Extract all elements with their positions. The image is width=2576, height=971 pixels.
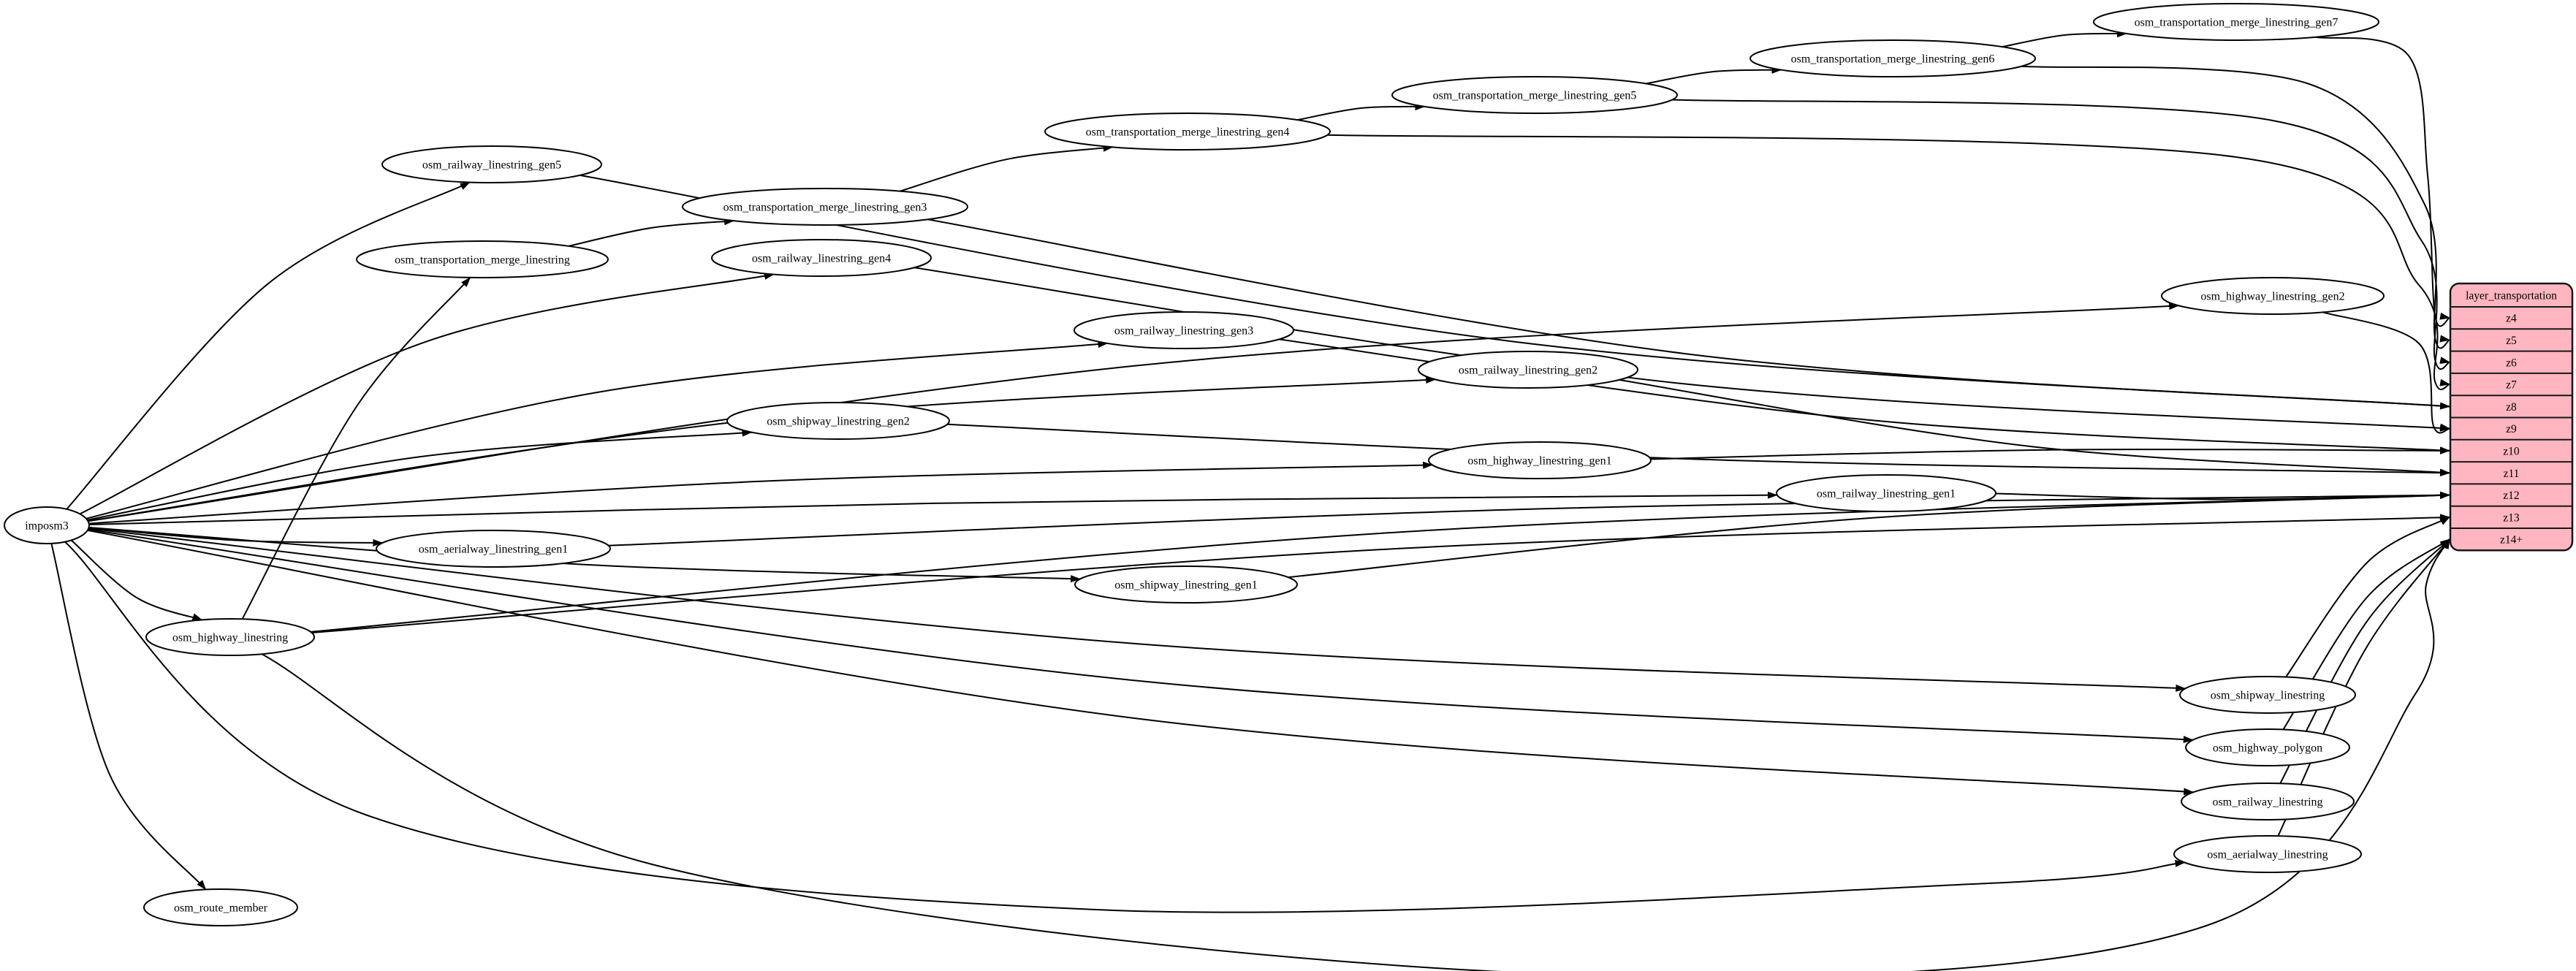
edge-osm_transportation_merge_linestring_gen5-to-z6 [1672,100,2450,370]
edge-osm_transportation_merge_linestring_gen4-to-osm_transportation_merge_linestring_gen5 [1298,107,1425,120]
node-osm_railway_linestring_gen1-label: osm_railway_linestring_gen1 [1816,487,1956,500]
node-osm_highway_polygon [2186,729,2349,766]
node-osm_aerialway_linestring [2174,836,2361,872]
node-osm_transportation_merge_linestring_gen7-label: osm_transportation_merge_linestring_gen7 [2134,16,2338,29]
edge-osm_transportation_merge_linestring_gen5-to-osm_transportation_merge_linestring_gen6 [1646,70,1782,84]
node-osm_railway_linestring_gen1 [1777,475,1996,511]
table-row-z14+: z14+ [2499,533,2523,547]
node-osm_highway_polygon-label: osm_highway_polygon [2212,742,2323,755]
table-row-z4: z4 [2506,312,2517,325]
edge-osm_highway_linestring-to-z13 [312,517,2450,633]
node-imposm3 [4,507,89,544]
node-osm_railway_linestring_gen4-label: osm_railway_linestring_gen4 [751,252,892,265]
edge-imposm3-to-osm_railway_linestring_gen3 [86,343,1108,519]
edge-osm_highway_linestring-to-z12 [311,495,2450,632]
edge-imposm3-to-osm_railway_linestring_gen4 [80,275,774,514]
edge-imposm3-to-osm_highway_linestring_gen1 [89,465,1432,523]
node-osm_transportation_merge_linestring_gen6 [1750,40,2035,77]
node-osm_railway_linestring-label: osm_railway_linestring [2212,796,2323,809]
table-row-z7: z7 [2506,378,2517,392]
node-osm_highway_linestring_gen2 [2162,278,2384,314]
table-row-z12: z12 [2503,490,2520,503]
edge-imposm3-to-osm_highway_linestring [72,540,202,620]
table-row-z13: z13 [2503,511,2520,525]
edge-imposm3-to-osm_railway_linestring_gen5 [67,183,470,509]
edge-osm_transportation_merge_linestring-to-osm_transportation_merge_linestring_gen3 [569,221,734,246]
edge-osm_highway_linestring_gen2-to-z9 [2323,312,2450,433]
edge-osm_transportation_merge_linestring_gen4-to-z7 [1328,135,2450,389]
edge-osm_railway_linestring_gen2-to-z11 [1619,380,2450,473]
node-osm_railway_linestring [2181,783,2354,820]
table-row-z5: z5 [2506,334,2517,347]
node-osm_highway_linestring-label: osm_highway_linestring [172,631,289,644]
node-osm_route_member [144,889,297,926]
edge-imposm3-to-osm_aerialway_linestring_gen1 [89,528,383,543]
node-osm_shipway_linestring_gen2-label: osm_shipway_linestring_gen2 [767,415,910,428]
edge-osm_shipway_linestring_gen2-to-z11 [947,424,2450,473]
node-osm_railway_linestring_gen5-label: osm_railway_linestring_gen5 [422,159,562,172]
table-title: layer_transportation [2466,289,2557,302]
edge-imposm3-to-osm_route_member [51,544,205,890]
node-osm_transportation_merge_linestring_gen7 [2094,4,2379,40]
node-osm_highway_linestring [146,619,314,655]
node-osm_route_member-label: osm_route_member [174,902,267,915]
table-row-z6: z6 [2506,357,2517,370]
edge-osm_highway_linestring_gen1-to-z10 [1651,449,2450,459]
table-row-z8: z8 [2506,400,2517,414]
node-osm_transportation_merge_linestring_gen4 [1045,113,1330,150]
edge-osm_highway_linestring-to-osm_transportation_merge_linestring [243,278,471,619]
node-osm_railway_linestring_gen4 [712,240,931,276]
node-osm_transportation_merge_linestring-label: osm_transportation_merge_linestring [395,254,570,267]
node-osm_shipway_linestring [2180,677,2355,713]
node-osm_transportation_merge_linestring_gen5 [1392,77,1677,113]
node-osm_railway_linestring_gen3-label: osm_railway_linestring_gen3 [1114,324,1254,338]
node-osm_aerialway_linestring_gen1 [376,530,610,567]
node-osm_transportation_merge_linestring_gen5-label: osm_transportation_merge_linestring_gen5 [1432,89,1637,102]
node-osm_railway_linestring_gen3 [1074,312,1293,349]
node-osm_transportation_merge_linestring_gen3 [683,189,968,225]
node-osm_shipway_linestring_gen1-label: osm_shipway_linestring_gen1 [1114,579,1258,592]
node-osm_transportation_merge_linestring_gen4-label: osm_transportation_merge_linestring_gen4 [1085,126,1290,139]
node-osm_highway_linestring_gen1-label: osm_highway_linestring_gen1 [1467,454,1612,468]
node-osm_railway_linestring_gen2 [1418,351,1638,388]
node-osm_highway_linestring_gen1 [1429,442,1651,479]
edge-osm_transportation_merge_linestring_gen6-to-osm_transportation_merge_linestring_gen7 [2002,34,2127,47]
node-osm_transportation_merge_linestring [357,241,608,278]
edge-imposm3-to-osm_shipway_linestring_gen2 [88,433,752,520]
node-osm_aerialway_linestring-label: osm_aerialway_linestring [2207,848,2328,861]
node-osm_shipway_linestring_gen1 [1075,566,1297,603]
node-osm_railway_linestring_gen5 [382,146,601,183]
table-row-z9: z9 [2506,423,2517,436]
node-osm_shipway_linestring-label: osm_shipway_linestring [2210,689,2325,702]
node-osm_aerialway_linestring_gen1-label: osm_aerialway_linestring_gen1 [418,543,569,556]
node-osm_transportation_merge_linestring_gen6-label: osm_transportation_merge_linestring_gen6 [1790,53,1995,66]
table-row-z11: z11 [2503,467,2520,480]
table-row-z10: z10 [2503,445,2520,458]
node-osm_highway_linestring_gen2-label: osm_highway_linestring_gen2 [2200,290,2345,303]
edge-osm_transportation_merge_linestring_gen3-to-osm_transportation_merge_linestring_gen4 [900,147,1112,191]
node-osm_transportation_merge_linestring_gen3-label: osm_transportation_merge_linestring_gen3 [723,201,927,214]
node-osm_railway_linestring_gen2-label: osm_railway_linestring_gen2 [1458,364,1598,377]
node-osm_shipway_linestring_gen2 [727,403,949,439]
node-imposm3-label: imposm3 [25,519,69,533]
